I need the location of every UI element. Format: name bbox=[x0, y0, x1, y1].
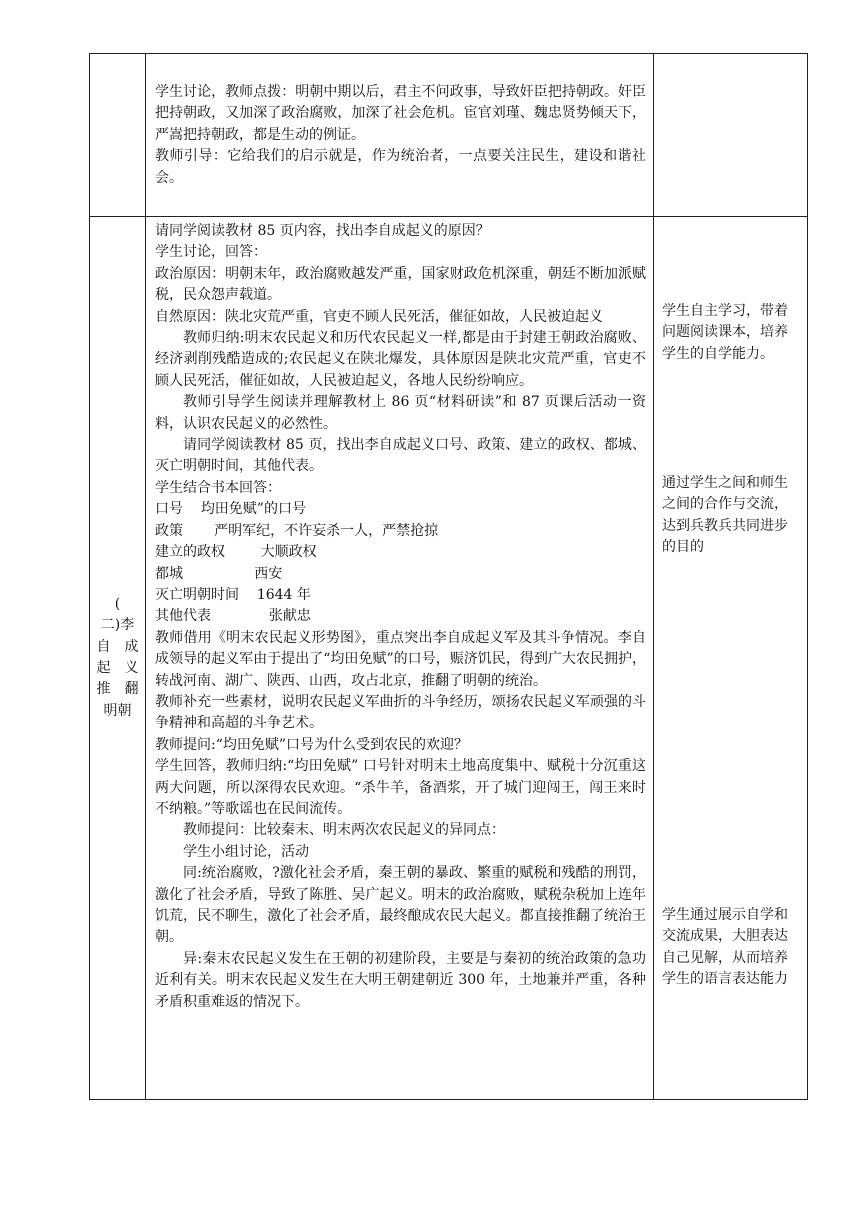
teaching-note: 学生通过展示自学和交流成果，大胆表达自己见解，从而培养学生的语言表达能力 bbox=[662, 907, 788, 988]
content-cell bbox=[146, 54, 654, 217]
answer-value: 西安 bbox=[254, 565, 283, 582]
paragraph: 自然原因：陕北灾荒严重，官吏不顾人民死活，催征如故，人民被迫起义 bbox=[155, 308, 603, 325]
answer-value: 严明军纪，不许妄杀一人，严禁抢掠 bbox=[214, 522, 439, 539]
paragraph: 教师引导：它给我们的启示就是，作为统治者，一点要关注民生，建设和谐社会。 bbox=[155, 148, 646, 186]
section-label-line: 明朝 bbox=[103, 702, 132, 719]
paragraph: 教师归纳:明末农民起义和历代农民起义一样,都是由于封建王朝政治腐败、经济剥削残酷造成的;农民起义在陕北爆发，具体原因是陕北灾荒严重，官吏不顾人民死活，催征如故，人民被迫起义，各地人民纷纷响应。 bbox=[155, 330, 646, 389]
content-cell bbox=[146, 217, 654, 1100]
answer-key: 都城 bbox=[155, 565, 183, 582]
section-label-cell bbox=[90, 217, 146, 1100]
answer-gap bbox=[183, 521, 214, 542]
paragraph: 教师引导学生阅读并理解教材上 86 页“材料研读”和 87 页课后活动一资料，认识农民起义的必然性。 bbox=[155, 394, 646, 432]
section-label-cell-empty bbox=[90, 54, 146, 217]
paragraph: 学生讨论，教师点拨：明朝中期以后，君主不问政事，导致奸臣把持朝政。奸臣把持朝政，又加深了政治腐败，加深了社会危机。宦官刘瑾、魏忠贤势倾天下，严嵩把持朝政，都是生动的例证。 bbox=[155, 84, 646, 143]
notes-cell bbox=[654, 217, 808, 1100]
answer-key: 政策 bbox=[155, 522, 183, 539]
section-label bbox=[97, 594, 139, 722]
answer-value: 大顺政权 bbox=[260, 544, 317, 561]
answer-key: 其他代表 bbox=[155, 608, 211, 625]
lesson-plan-table bbox=[89, 53, 808, 1100]
paragraph: 请同学阅读教材 85 页，找出李自成起义口号、政策、建立的政权、都城、灭亡明朝时间，其他代表。 bbox=[155, 437, 646, 475]
paragraph: 异:秦末农民起义发生在王朝的初建阶段，主要是与秦初的统治政策的急功近利有关。明末农民起义发生在大明王朝建朝近 300 年，土地兼并严重，各种矛盾积重难返的情况下。 bbox=[155, 950, 646, 1010]
answer-item bbox=[155, 564, 646, 585]
notes-cell-empty bbox=[654, 54, 808, 217]
paragraph: 教师补充一些素材，说明农民起义军曲折的斗争经历，颂扬农民起义军顽强的斗争精神和高超的斗争艺术。 bbox=[155, 693, 646, 732]
section-label-line: 二)李 bbox=[100, 617, 135, 634]
answer-value: 1644 年 bbox=[256, 586, 311, 603]
section-label-line: ( bbox=[114, 595, 121, 612]
answer-item bbox=[155, 542, 646, 563]
answer-item bbox=[155, 521, 646, 542]
paragraph: 教师提问:“均田免赋”口号为什么受到农民的欢迎？ bbox=[155, 736, 469, 753]
paragraph: 教师提问：比较秦末、明末两次农民起义的异同点： bbox=[183, 822, 505, 839]
answer-gap bbox=[211, 606, 269, 627]
answer-value: 张献忠 bbox=[268, 608, 311, 625]
teaching-note: 学生自主学习，带着问题阅读课本，培养学生的自学能力。 bbox=[662, 303, 788, 362]
answer-gap bbox=[183, 564, 254, 585]
section-label-line: 自 成 bbox=[96, 638, 139, 655]
table-row bbox=[90, 54, 808, 217]
answer-value: 均田免赋”的口号 bbox=[200, 501, 306, 518]
paragraph: 学生讨论，回答： bbox=[155, 244, 267, 261]
answer-key: 建立的政权 bbox=[155, 544, 225, 561]
section-label-line: 起 义 bbox=[96, 660, 139, 676]
section-label-line: 推 翻 bbox=[96, 681, 139, 698]
paragraph: 学生回答，教师归纳:“均田免赋” 口号针对明末土地高度集中、赋税十分沉重这两大问题，所以深得农民欢迎。“杀牛羊，备酒浆，开了城门迎闯王，闯王来时不纳粮。”等歌谣也在民间流传。 bbox=[155, 758, 646, 817]
table-row bbox=[90, 217, 808, 1100]
paragraph: 学生小组讨论，活动 bbox=[183, 843, 309, 860]
paragraph: 政治原因：明朝末年，政治腐败越发严重，国家财政危机深重，朝廷不断加派赋税，民众怨声载道。 bbox=[155, 265, 646, 304]
answer-item bbox=[155, 499, 646, 520]
answer-item bbox=[155, 606, 646, 627]
paragraph: 同:统治腐败，?激化社会矛盾，秦王朝的暴政、繁重的赋税和残酷的刑罚，激化了社会矛盾，导致了陈胜、吴广起义。明末的政治腐败，赋税杂税加上连年饥荒，民不聊生，激化了社会矛盾，最终酿成农民大起义。都直接推翻了统治王朝。 bbox=[155, 865, 646, 946]
paragraph: 教师借用《明末农民起义形势图》，重点突出李自成起义军及其斗争情况。李自成领导的起义军由于提出了“均田免赋”的口号，赈济饥民，得到广大农民拥护，转战河南、湖广、陕西、山西，攻占北京，推翻了明朝的统治。 bbox=[155, 629, 646, 689]
answer-key: 口号 bbox=[155, 501, 183, 518]
answer-item bbox=[155, 585, 646, 606]
answer-key: 灭亡明朝时间 bbox=[155, 586, 239, 603]
paragraph: 学生结合书本回答： bbox=[155, 479, 281, 496]
teaching-note: 通过学生之间和师生之间的合作与交流，达到兵教兵共同进步的目的 bbox=[662, 475, 788, 556]
paragraph: 请同学阅读教材 85 页内容，找出李自成起义的原因？ bbox=[155, 223, 490, 239]
answer-gap bbox=[225, 542, 261, 563]
answer-gap bbox=[239, 585, 257, 606]
answer-gap bbox=[183, 499, 201, 520]
